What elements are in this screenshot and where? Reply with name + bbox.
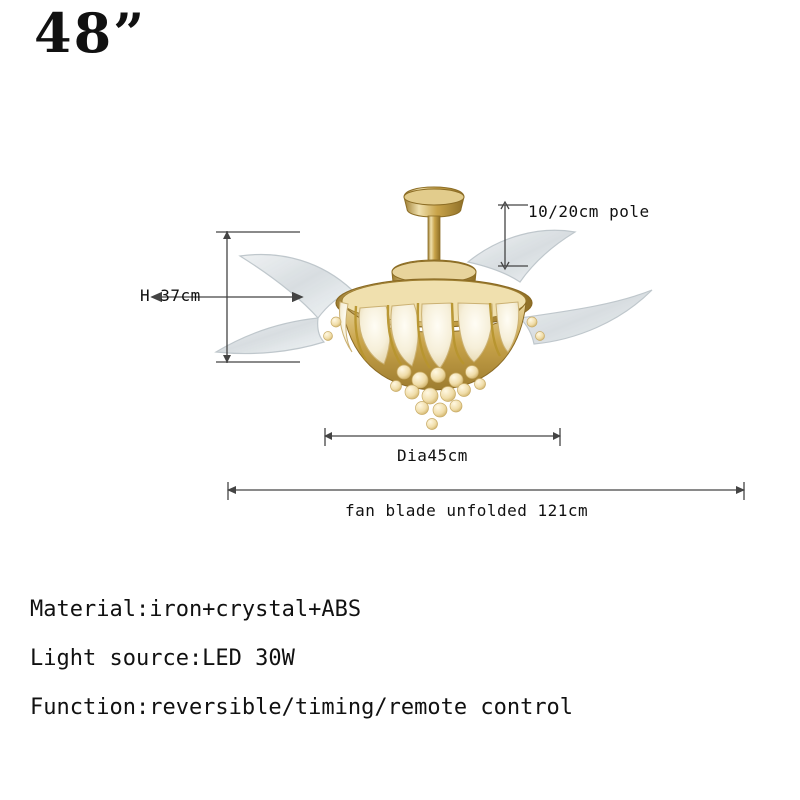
spec-function: Function:reversible/timing/remote control [30,695,574,720]
specification-list [30,585,770,732]
crystal-beads [391,365,486,430]
height-dimension-label: H 37cm [140,286,201,305]
spec-light-source: Light source:LED 30W [30,646,295,671]
page-title: 48” [34,1,147,65]
spec-material: Material:iron+crystal+ABS [30,597,362,622]
pole-dimension-label: 10/20cm pole [528,202,650,221]
diameter-dimension-label: Dia45cm [397,446,468,465]
blade-span-dimension-label: fan blade unfolded 121cm [345,501,589,520]
